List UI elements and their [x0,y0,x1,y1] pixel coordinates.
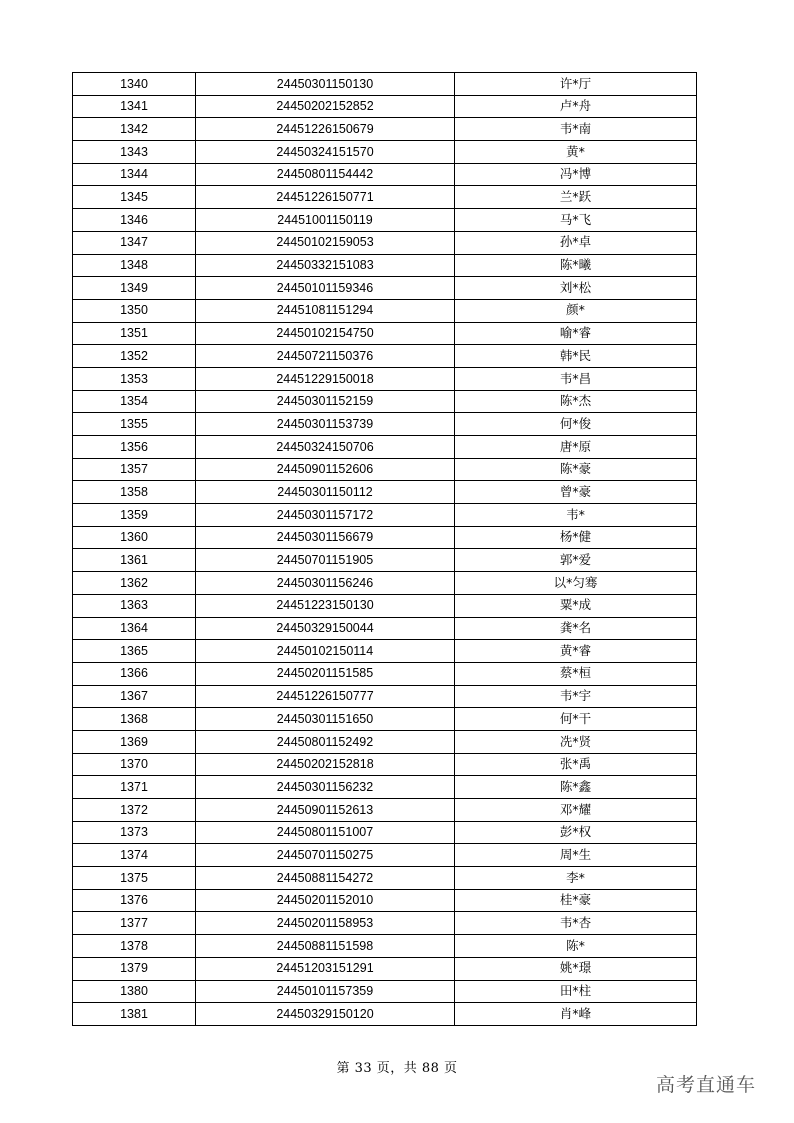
row-number-cell: 1342 [73,118,196,141]
student-name-cell: 蔡*桓 [455,662,697,685]
row-number-cell: 1362 [73,572,196,595]
table-row [73,254,697,277]
table-row [73,163,697,186]
row-number-cell: 1351 [73,322,196,345]
row-number-cell: 1375 [73,867,196,890]
exam-id-cell: 24451229150018 [196,367,455,390]
table-row [73,753,697,776]
exam-id-cell: 24450301156246 [196,572,455,595]
row-number-cell: 1345 [73,186,196,209]
table-row [73,1003,697,1026]
row-number-cell: 1378 [73,935,196,958]
exam-id-cell: 24450881151598 [196,935,455,958]
exam-id-cell: 24450201151585 [196,662,455,685]
student-name-cell: 唐*原 [455,436,697,459]
table-row [73,889,697,912]
exam-id-cell: 24450881154272 [196,867,455,890]
student-name-cell: 粟*成 [455,594,697,617]
student-name-cell: 陈*鑫 [455,776,697,799]
exam-id-cell: 24450301157172 [196,504,455,527]
row-number-cell: 1379 [73,957,196,980]
exam-id-cell: 24450101157359 [196,980,455,1003]
table-row [73,73,697,96]
exam-id-cell: 24450901152613 [196,799,455,822]
table-row [73,640,697,663]
row-number-cell: 1353 [73,367,196,390]
exam-id-cell: 24451081151294 [196,299,455,322]
row-number-cell: 1343 [73,141,196,164]
exam-id-cell: 24450101159346 [196,277,455,300]
student-name-cell: 何*干 [455,708,697,731]
table-row [73,95,697,118]
row-number-cell: 1365 [73,640,196,663]
student-name-cell: 韩*民 [455,345,697,368]
row-number-cell: 1377 [73,912,196,935]
student-name-cell: 刘*松 [455,277,697,300]
exam-id-cell: 24450201152010 [196,889,455,912]
exam-id-cell: 24451226150771 [196,186,455,209]
student-name-cell: 兰*跃 [455,186,697,209]
student-name-cell: 韦*南 [455,118,697,141]
exam-id-cell: 24450102159053 [196,231,455,254]
table-row [73,322,697,345]
table-row [73,209,697,232]
student-name-cell: 肖*峰 [455,1003,697,1026]
student-name-cell: 以*匀骞 [455,572,697,595]
row-number-cell: 1369 [73,730,196,753]
exam-id-cell: 24450801152492 [196,730,455,753]
row-number-cell: 1349 [73,277,196,300]
table-row [73,345,697,368]
exam-id-cell: 24450701150275 [196,844,455,867]
student-name-cell: 黄*睿 [455,640,697,663]
exam-id-cell: 24450301156232 [196,776,455,799]
exam-id-cell: 24450701151905 [196,549,455,572]
row-number-cell: 1360 [73,526,196,549]
watermark-text: 高考直通车 [656,1074,757,1096]
exam-id-cell: 24451203151291 [196,957,455,980]
exam-id-cell: 24451226150679 [196,118,455,141]
exam-id-cell: 24450324150706 [196,436,455,459]
table-row [73,572,697,595]
student-name-cell: 何*俊 [455,413,697,436]
student-name-cell: 冼*贤 [455,730,697,753]
row-number-cell: 1366 [73,662,196,685]
table-row [73,957,697,980]
student-name-cell: 曾*豪 [455,481,697,504]
exam-id-cell: 24450301156679 [196,526,455,549]
exam-id-cell: 24450102154750 [196,322,455,345]
row-number-cell: 1357 [73,458,196,481]
student-name-cell: 韦*杏 [455,912,697,935]
table-row [73,141,697,164]
exam-id-cell: 24450901152606 [196,458,455,481]
table-row [73,708,697,731]
row-number-cell: 1341 [73,95,196,118]
student-name-cell: 张*禹 [455,753,697,776]
student-name-cell: 韦*昌 [455,367,697,390]
page-footer: 第 33 页，共 88 页 [336,1061,458,1076]
student-name-cell: 周*生 [455,844,697,867]
row-number-cell: 1380 [73,980,196,1003]
table-row [73,299,697,322]
table-row [73,367,697,390]
row-number-cell: 1363 [73,594,196,617]
row-number-cell: 1374 [73,844,196,867]
row-number-cell: 1354 [73,390,196,413]
student-name-cell: 喻*睿 [455,322,697,345]
table-row [73,935,697,958]
student-name-cell: 卢*舟 [455,95,697,118]
table-row [73,549,697,572]
row-number-cell: 1340 [73,73,196,96]
student-name-cell: 许*厅 [455,73,697,96]
student-name-cell: 龚*名 [455,617,697,640]
exam-id-cell: 24450801154442 [196,163,455,186]
row-number-cell: 1368 [73,708,196,731]
row-number-cell: 1370 [73,753,196,776]
roster-table-body [73,73,697,1026]
exam-id-cell: 24451223150130 [196,594,455,617]
table-row [73,912,697,935]
table-row [73,504,697,527]
student-name-cell: 黄* [455,141,697,164]
exam-id-cell: 24450301151650 [196,708,455,731]
student-name-cell: 邓*耀 [455,799,697,822]
row-number-cell: 1376 [73,889,196,912]
row-number-cell: 1348 [73,254,196,277]
row-number-cell: 1361 [73,549,196,572]
exam-id-cell: 24450202152818 [196,753,455,776]
row-number-cell: 1350 [73,299,196,322]
table-row [73,662,697,685]
table-row [73,844,697,867]
row-number-cell: 1381 [73,1003,196,1026]
row-number-cell: 1372 [73,799,196,822]
exam-id-cell: 24450721150376 [196,345,455,368]
table-row [73,821,697,844]
table-row [73,231,697,254]
exam-id-cell: 24450332151083 [196,254,455,277]
exam-id-cell: 24450301150130 [196,73,455,96]
table-row [73,481,697,504]
student-name-cell: 马*飞 [455,209,697,232]
exam-id-cell: 24450329150044 [196,617,455,640]
table-row [73,776,697,799]
student-name-cell: 郭*爱 [455,549,697,572]
table-row [73,867,697,890]
student-name-cell: 陈* [455,935,697,958]
table-row [73,730,697,753]
student-name-cell: 姚*璟 [455,957,697,980]
table-row [73,436,697,459]
student-name-cell: 孙*卓 [455,231,697,254]
student-name-cell: 韦*宇 [455,685,697,708]
row-number-cell: 1352 [73,345,196,368]
row-number-cell: 1356 [73,436,196,459]
student-name-cell: 田*柱 [455,980,697,1003]
student-name-cell: 李* [455,867,697,890]
exam-id-cell: 24450329150120 [196,1003,455,1026]
row-number-cell: 1347 [73,231,196,254]
table-row [73,458,697,481]
table-row [73,277,697,300]
table-row [73,594,697,617]
exam-id-cell: 24450324151570 [196,141,455,164]
row-number-cell: 1367 [73,685,196,708]
exam-id-cell: 24450301150112 [196,481,455,504]
student-name-cell: 陈*豪 [455,458,697,481]
student-name-cell: 桂*豪 [455,889,697,912]
exam-id-cell: 24450201158953 [196,912,455,935]
student-name-cell: 杨*健 [455,526,697,549]
exam-id-cell: 24450102150114 [196,640,455,663]
table-row [73,980,697,1003]
row-number-cell: 1373 [73,821,196,844]
roster-table [72,72,697,1026]
row-number-cell: 1364 [73,617,196,640]
exam-id-cell: 24450301153739 [196,413,455,436]
table-row [73,617,697,640]
table-row [73,685,697,708]
exam-id-cell: 24451226150777 [196,685,455,708]
row-number-cell: 1358 [73,481,196,504]
student-name-cell: 颜* [455,299,697,322]
student-name-cell: 陈*杰 [455,390,697,413]
table-row [73,799,697,822]
table-row [73,413,697,436]
student-name-cell: 冯*博 [455,163,697,186]
table-row [73,118,697,141]
table-row [73,526,697,549]
exam-id-cell: 24451001150119 [196,209,455,232]
student-name-cell: 韦* [455,504,697,527]
row-number-cell: 1355 [73,413,196,436]
exam-id-cell: 24450801151007 [196,821,455,844]
table-row [73,186,697,209]
student-name-cell: 彭*权 [455,821,697,844]
row-number-cell: 1346 [73,209,196,232]
row-number-cell: 1359 [73,504,196,527]
row-number-cell: 1344 [73,163,196,186]
exam-id-cell: 24450301152159 [196,390,455,413]
exam-id-cell: 24450202152852 [196,95,455,118]
table-row [73,390,697,413]
student-name-cell: 陈*曦 [455,254,697,277]
row-number-cell: 1371 [73,776,196,799]
